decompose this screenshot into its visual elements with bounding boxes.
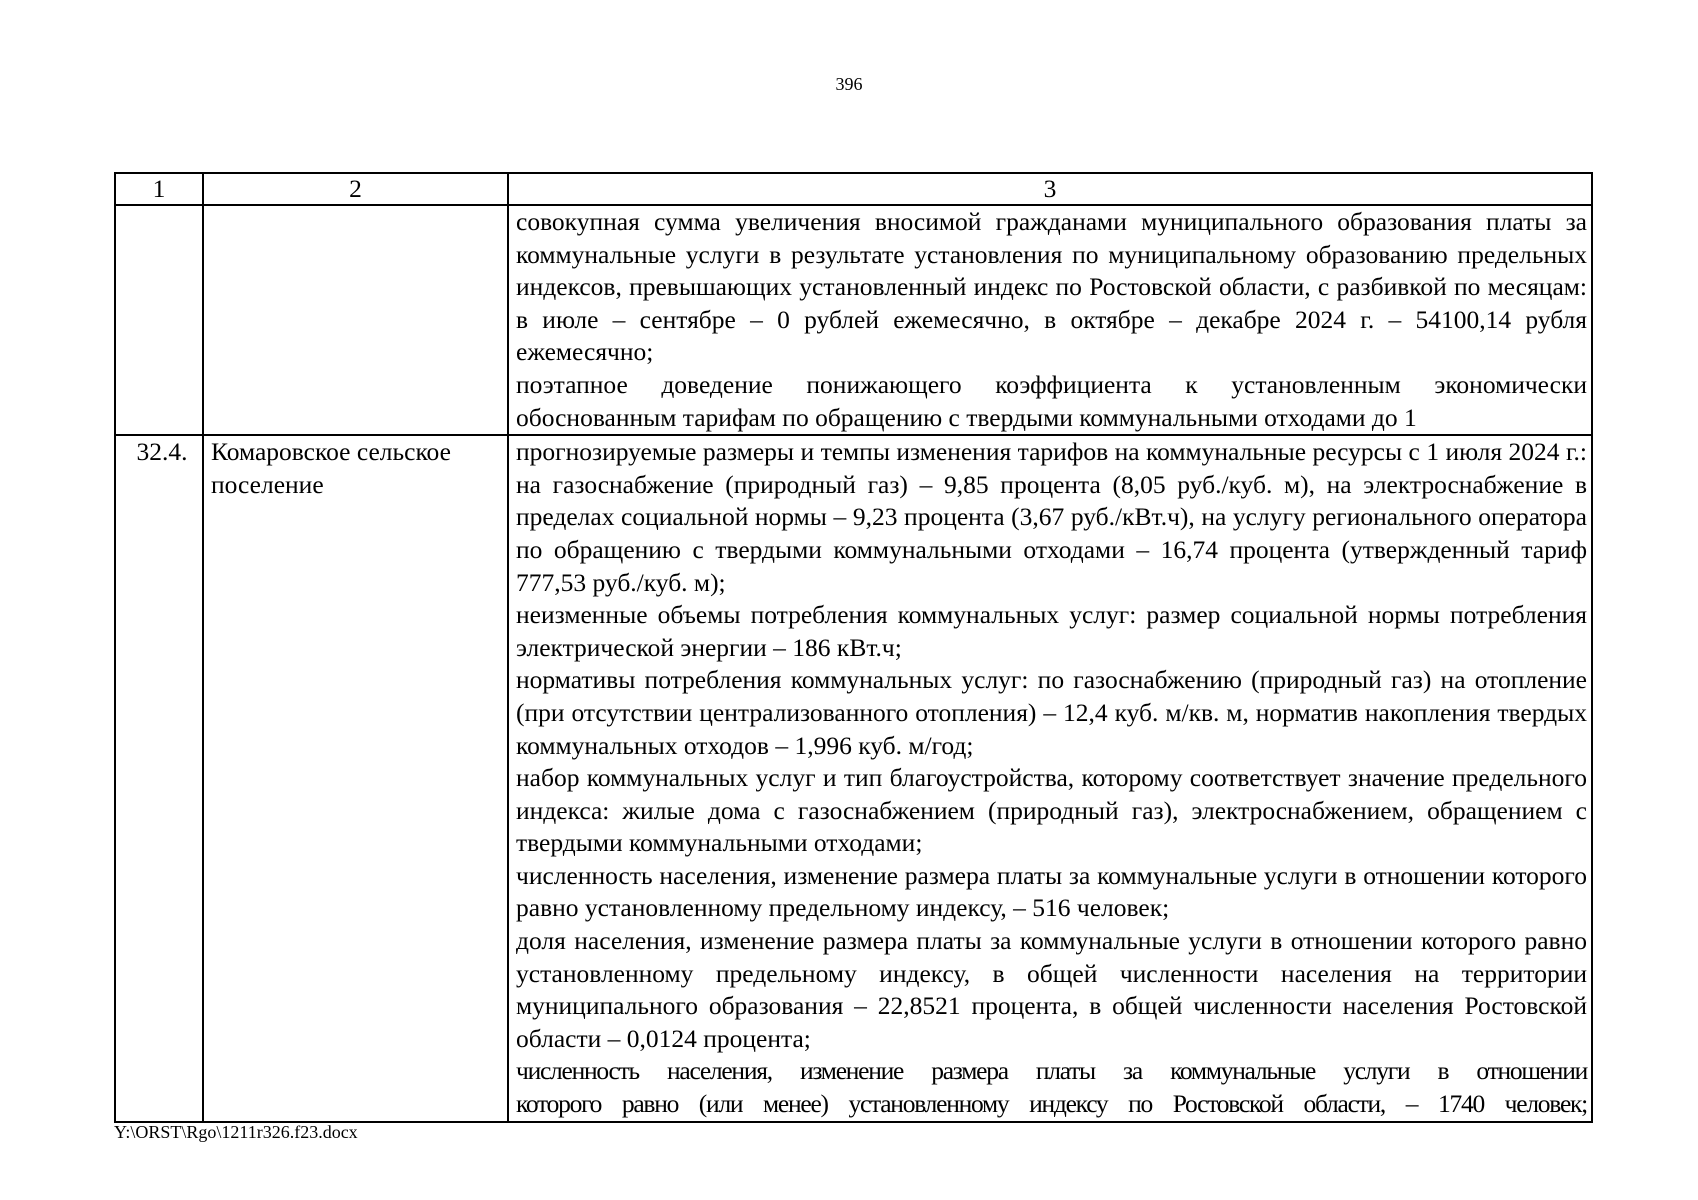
description-paragraph-line: численность населения, изменение размера платы за коммунальные услуги в отношении (516, 1056, 1587, 1086)
column-header-2: 2 (203, 173, 508, 205)
document-table (114, 172, 1593, 1123)
column-header-3: 3 (508, 173, 1592, 205)
table-header-row (115, 173, 1592, 205)
description-paragraph: численность населения, изменение размера платы за коммунальные услуги в отношении которого равно установленному предельному индексу, – 516 человек; (516, 860, 1587, 923)
municipality-name: Комаровское сельское поселение (211, 437, 451, 499)
footer-file-path: Y:\ORST\Rgo\1211r326.f23.docx (114, 1122, 358, 1142)
municipality-name-cell (203, 205, 508, 435)
column-header-1: 1 (115, 173, 203, 205)
row-number-cell (115, 435, 203, 1121)
description-paragraph: набор коммунальных услуг и тип благоустройства, которому соответствует значение предельного индекса: жилые дома с газоснабжением (природный газ), электроснабжением, обращением с твердыми коммунальными отходами; (516, 763, 1587, 858)
municipality-name-cell (203, 435, 508, 1121)
row-number-cell (115, 205, 203, 435)
description-paragraph: поэтапное доведение понижающего коэффициента к установленным экономически обоснованным тарифам по обращению с твердыми коммунальными отходами до 1 (516, 369, 1587, 432)
row-number: 32.4. (136, 437, 188, 467)
description-paragraph: доля населения, изменение размера платы за коммунальные услуги в отношении которого равно установленному предельному индексу, в общей численности населения на территории муниципального образования – 22,8521 процента, в общей численности населения Ростовской области – 0,0124 процента; (516, 926, 1587, 1053)
table-row (115, 205, 1592, 435)
page-number: 396 (835, 74, 863, 94)
description-cell (508, 435, 1592, 1121)
description-paragraph: нормативы потребления коммунальных услуг: по газоснабжению (природный газ) на отопление (при отсутствии централизованного отопления) – 12,4 куб. м/кв. м, норматив накопления твердых коммунальных отходов – 1,996 куб. м/год; (516, 665, 1587, 760)
description-cell (508, 205, 1592, 435)
description-paragraph-line: которого равно (или менее) установленному индексу по Ростовской области, – 1740 человек; (516, 1089, 1587, 1119)
description-paragraph: прогнозируемые размеры и темпы изменения тарифов на коммунальные ресурсы с 1 июля 2024 г.: на газоснабжение (природный газ) – 9,85 процента (8,05 руб./куб. м), на электроснабжение в пределах социальной нормы – 9,23 процента (3,67 руб./кВт.ч), на услугу регионального оператора по обращению с твердыми коммунальными отходами – 16,74 процента (утвержденный тариф 777,53 руб./куб. м); (516, 437, 1587, 597)
description-paragraph: совокупная сумма увеличения вносимой гражданами муниципального образования платы за коммунальные услуги в результате установления по муниципальному образованию предельных индексов, превышающих установленный индекс по Ростовской области, с разбивкой по месяцам: в июле – сентябре – 0 рублей ежемесячно, в октябре – декабре 2024 г. – 54100,14 рубля ежемесячно; (516, 207, 1587, 367)
table-row (115, 435, 1592, 1121)
description-paragraph: неизменные объемы потребления коммунальных услуг: размер социальной нормы потребления электрической энергии – 186 кВт.ч; (516, 600, 1587, 662)
